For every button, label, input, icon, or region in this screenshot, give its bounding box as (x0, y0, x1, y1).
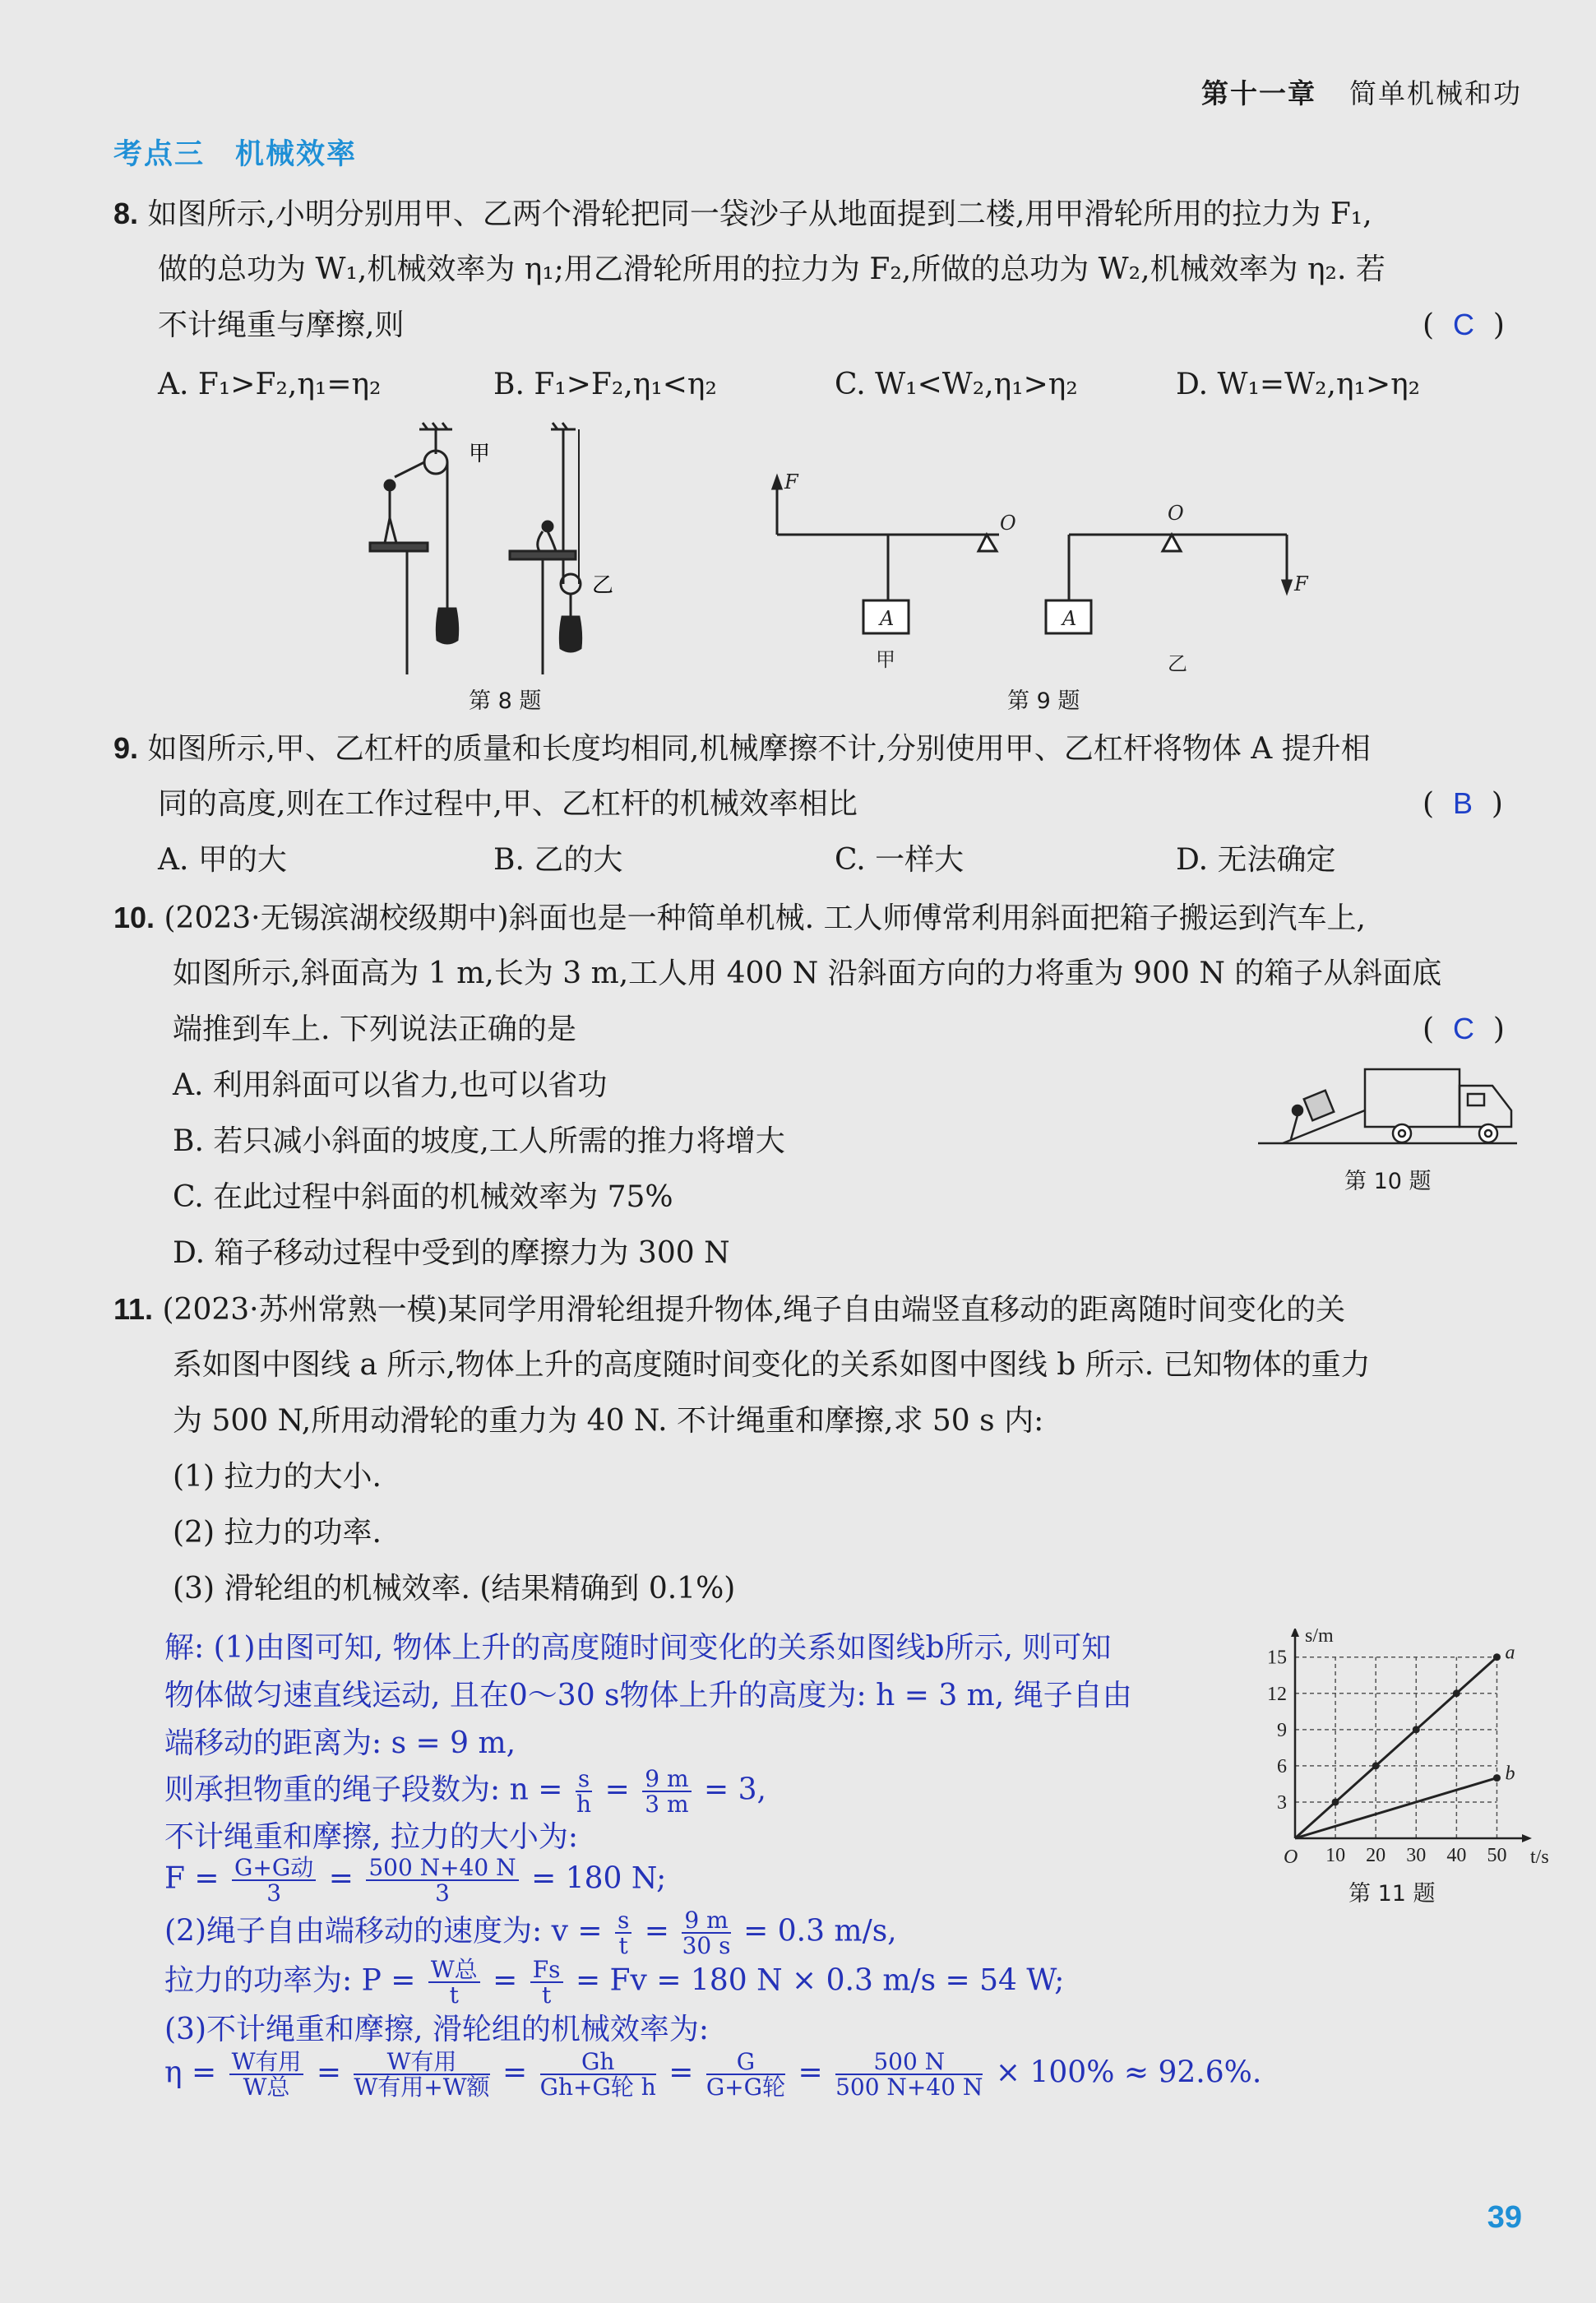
section-title: 考点三 机械效率 (113, 138, 358, 171)
x-axis-label: t/s (1530, 1847, 1549, 1867)
frac-num: W有用 (229, 2050, 304, 2075)
q8-label-yi: 乙 (592, 573, 614, 598)
solution-line1: 解: (1)由图可知, 物体上升的高度随时间变化的关系如图线b所示, 则可知 (164, 1631, 1112, 1665)
y-tick-label: 9 (1277, 1719, 1287, 1741)
q10-option-d: D. 箱子移动过程中受到的摩擦力为 300 N (173, 1236, 730, 1270)
q10-line2: 如图所示,斜面高为 1 m,长为 3 m,工人用 400 N 沿斜面方向的力将重为 900 N 的箱子从斜面底 (173, 957, 1442, 990)
q9-line1 (113, 730, 1371, 767)
solution-line7: (2)绳子自由端移动的速度为: v = $\frac{s}{t}$ = $\frac{9 m}{30 s}$ = 0.3 m/s, (164, 1907, 897, 1960)
frac-eff5 (835, 2050, 983, 2100)
q8-option-a: A. F₁>F₂,η₁=η₂ (158, 368, 382, 401)
frac-num: G (706, 2050, 785, 2075)
data-point-b (1493, 1774, 1501, 1782)
sol-l4-prefix: 则承担物重的绳子段数为: n = (164, 1772, 563, 1807)
q10-answer-box: ( C ) (1423, 1012, 1505, 1046)
q11-line1 (113, 1291, 1345, 1328)
q11-number: 11. (113, 1292, 154, 1326)
q10-line1 (113, 900, 1366, 936)
frac-s-t (615, 1908, 631, 1958)
frac-den: 3 m (645, 1791, 689, 1819)
frac-num: W有用 (354, 2050, 489, 2075)
q9-label-a2: A (1062, 607, 1077, 630)
q8-option-d: D. W₁=W₂,η₁>η₂ (1176, 368, 1421, 401)
pulley-jia (424, 451, 447, 474)
q8-text1: 如图所示,小明分别用甲、乙两个滑轮把同一袋沙子从地面提到二楼,用甲滑轮所用的拉力为 F₁, (147, 197, 1372, 231)
q8-figure (354, 419, 682, 683)
series-label-b: b (1505, 1763, 1515, 1785)
q9-answer: B (1452, 786, 1473, 820)
q10-figure-caption: 第 10 题 (1344, 1169, 1432, 1194)
q10-line3: 端推到车上. 下列说法正确的是 (173, 1012, 576, 1046)
frac-eff4 (706, 2050, 785, 2100)
q11-line3: 为 500 N,所用动滑轮的重力为 40 N. 不计绳重和摩擦,求 50 s 内: (173, 1404, 1044, 1438)
frac-den: 3 (435, 1879, 450, 1907)
frac-den: G+G轮 (705, 2074, 786, 2101)
frac-num: Fs (530, 1958, 563, 1983)
page-number: 39 (1487, 2200, 1522, 2235)
frac-den: h (576, 1791, 592, 1819)
q11-line2: 系如图中图线 a 所示,物体上升的高度随时间变化的关系如图中图线 b 所示. 已知物体的重力 (173, 1348, 1371, 1382)
frac-fs-t (530, 1958, 563, 2008)
frac-s-h (576, 1767, 592, 1817)
solution-line5: 不计绳重和摩擦, 拉力的大小为: (164, 1820, 579, 1854)
sol-l10-suffix: × 100% ≈ 92.6%. (995, 2055, 1262, 2090)
frac-den: t (541, 1981, 552, 2009)
solution-line8: 拉力的功率为: P = $\frac{\text{W总}}{t}$ = $\frac{Fs}{t}$ = Fv = 180 N × 0.3 m/s = 54 W; (164, 1956, 1065, 2009)
q11-figure-caption: 第 11 题 (1349, 1881, 1436, 1907)
solution-line10: η = $\frac{\text{W有用}}{\text{W总}}$ = $\frac{\text{W有用}}{\text{W有用+W额}}$ = $\frac{Gh}{\text{Gh+G轮 h}}$ = $\frac{G}{\text{G+G轮}}$ = $\frac{500 N}{500 N+40 N}$ × 100% ≈ 92.6%. (164, 2048, 1262, 2101)
series-label-a: a (1505, 1642, 1515, 1664)
q9-figure-caption: 第 9 题 (1007, 688, 1080, 714)
q8-line3: 不计绳重与摩擦,则 (158, 308, 405, 342)
frac-den: Gh+G轮 h (539, 2074, 656, 2101)
q11-sub1: (1) 拉力的大小. (173, 1460, 382, 1494)
frac-g-3 (232, 1856, 316, 1906)
q10-text1: (2023·无锡滨湖校级期中)斜面也是一种简单机械. 工人师傅常利用斜面把箱子搬运到汽车上, (164, 901, 1366, 935)
frac-den: W有用+W额 (354, 2074, 490, 2101)
frac-eff2 (354, 2050, 489, 2100)
frac-eff1 (229, 2050, 304, 2100)
q8-answer: C (1452, 308, 1474, 341)
x-tick-label: 30 (1406, 1845, 1427, 1866)
q9-figure (765, 469, 1340, 683)
frac-den: 500 N+40 N (835, 2074, 983, 2101)
q9-option-b: B. 乙的大 (493, 843, 623, 877)
y-tick-label: 12 (1267, 1683, 1287, 1705)
fulcrum-yi (1163, 535, 1181, 551)
frac-w-t (428, 1958, 480, 2008)
series-line-b (1295, 1778, 1497, 1838)
frac-den: W总 (243, 2074, 290, 2101)
q8-line2: 做的总功为 W₁,机械效率为 η₁;用乙滑轮所用的拉力为 F₂,所做的总功为 W₂,机械效率为 η₂. 若 (158, 253, 1386, 286)
frac-9m-3m (642, 1767, 691, 1817)
y-tick-label: 6 (1277, 1755, 1287, 1777)
q8-option-b: B. F₁>F₂,η₁<η₂ (493, 368, 717, 401)
q9-label-f2: F (1294, 572, 1308, 595)
solution-line9: (3)不计绳重和摩擦, 滑轮组的机械效率为: (164, 2013, 710, 2046)
q8-line1 (113, 196, 1372, 232)
chapter-label: 第十一章 (1201, 77, 1316, 109)
sol-l10-prefix: η = (164, 2055, 217, 2090)
q9-label-a1: A (880, 607, 895, 630)
q10-option-a: A. 利用斜面可以省力,也可以省功 (173, 1068, 608, 1102)
frac-den: t (449, 1981, 459, 2009)
sol-l6-prefix: F = (164, 1861, 220, 1896)
q10-figure (1250, 1061, 1521, 1152)
frac-num: 9 m (682, 1908, 730, 1934)
frac-den: 3 (266, 1879, 282, 1907)
frac-den: t (618, 1932, 628, 1960)
q9-option-c: C. 一样大 (835, 843, 965, 877)
frac-num: 9 m (642, 1767, 691, 1792)
q10-option-c: C. 在此过程中斜面的机械效率为 75% (173, 1180, 673, 1214)
x-tick-label: 50 (1487, 1845, 1507, 1866)
solution-line6: F = $\frac{\text{G+G动}}{3}$ = $\frac{500 N+40 N}{3}$ = 180 N; (164, 1854, 667, 1907)
q9-answer-box: ( B ) (1423, 786, 1503, 821)
q10-option-b: B. 若只减小斜面的坡度,工人所需的推力将增大 (173, 1124, 785, 1158)
q9-option-d: D. 无法确定 (1176, 843, 1336, 877)
page-header (1201, 72, 1522, 111)
frac-num: 500 N (835, 2050, 983, 2075)
x-axis-arrow (1522, 1834, 1532, 1842)
series-line-a (1295, 1657, 1497, 1838)
data-point-a (1372, 1762, 1380, 1769)
data-point-a (1413, 1726, 1420, 1733)
sol-l8-prefix: 拉力的功率为: P = (164, 1963, 416, 1998)
q9-text1: 如图所示,甲、乙杠杆的质量和长度均相同,机械摩擦不计,分别使用甲、乙杠杆将物体 A 提升相 (147, 732, 1371, 766)
fulcrum-jia (978, 535, 997, 551)
origin-label: O (1284, 1847, 1298, 1867)
q8-option-c: C. W₁<W₂,η₁>η₂ (835, 368, 1078, 401)
q11-sub3: (3) 滑轮组的机械效率. (结果精确到 0.1%) (173, 1572, 736, 1606)
q10-answer: C (1452, 1012, 1474, 1045)
q8-number: 8. (113, 197, 139, 230)
q9-label-yi: 乙 (1168, 652, 1187, 675)
x-tick-label: 40 (1446, 1845, 1467, 1866)
frac-num: Gh (540, 2050, 656, 2075)
frac-den: 30 s (682, 1932, 731, 1960)
frac-540-3 (366, 1856, 518, 1906)
sol-l7-prefix: (2)绳子自由端移动的速度为: v = (164, 1914, 603, 1949)
x-tick-label: 10 (1325, 1845, 1346, 1866)
q9-label-jia: 甲 (876, 648, 895, 671)
q9-number: 9. (113, 731, 139, 765)
sol-l8-suffix: = Fv = 180 N × 0.3 m/s = 54 W; (575, 1963, 1065, 1998)
solution-line2: 物体做匀速直线运动, 且在0～30 s物体上升的高度为: h = 3 m, 绳子自由 (164, 1679, 1132, 1712)
q8-label-jia: 甲 (469, 442, 491, 466)
y-tick-label: 15 (1267, 1647, 1287, 1669)
frac-num: s (576, 1767, 592, 1792)
q10-number: 10. (113, 901, 155, 934)
sol-l4-suffix: = 3, (703, 1772, 766, 1807)
solution-line3: 端移动的距离为: s = 9 m, (164, 1726, 516, 1760)
truck-body (1365, 1069, 1460, 1127)
q11-sub2: (2) 拉力的功率. (173, 1516, 382, 1550)
frac-num: s (615, 1908, 631, 1934)
y-tick-label: 3 (1277, 1791, 1287, 1814)
q9-line2: 同的高度,则在工作过程中,甲、乙杠杆的机械效率相比 (158, 787, 858, 821)
y-axis-arrow (1291, 1629, 1299, 1637)
q11-text1: (2023·苏州常熟一模)某同学用滑轮组提升物体,绳子自由端竖直移动的距离随时间变化的关 (162, 1293, 1346, 1327)
q9-label-o1: O (1000, 512, 1016, 535)
frac-num: W总 (428, 1958, 480, 1983)
frac-eff3 (540, 2050, 656, 2100)
sol-l7-suffix: = 0.3 m/s, (743, 1914, 897, 1949)
solution-line4: 则承担物重的绳子段数为: n = $\frac{s}{h}$ = $\frac{9 m}{3 m}$ = 3, (164, 1765, 766, 1819)
q9-label-f1: F (784, 470, 798, 494)
frac-num: 500 N+40 N (366, 1856, 518, 1881)
sol-l6-suffix: = 180 N; (531, 1861, 667, 1896)
q9-label-o2: O (1168, 502, 1184, 525)
q9-option-a: A. 甲的大 (158, 843, 287, 877)
chapter-title: 简单机械和功 (1349, 77, 1522, 109)
y-axis-label: s/m (1305, 1629, 1334, 1647)
frac-num: G+G动 (232, 1856, 316, 1881)
frac-9m-30s (682, 1908, 730, 1958)
data-point-a (1332, 1798, 1339, 1805)
data-point-a (1453, 1689, 1460, 1697)
q8-answer-box: ( C ) (1423, 308, 1505, 342)
box (1304, 1091, 1334, 1120)
q8-figure-caption: 第 8 题 (469, 688, 542, 714)
q11-chart (1250, 1629, 1562, 1867)
x-tick-label: 20 (1366, 1845, 1386, 1866)
data-point-a (1493, 1653, 1501, 1661)
